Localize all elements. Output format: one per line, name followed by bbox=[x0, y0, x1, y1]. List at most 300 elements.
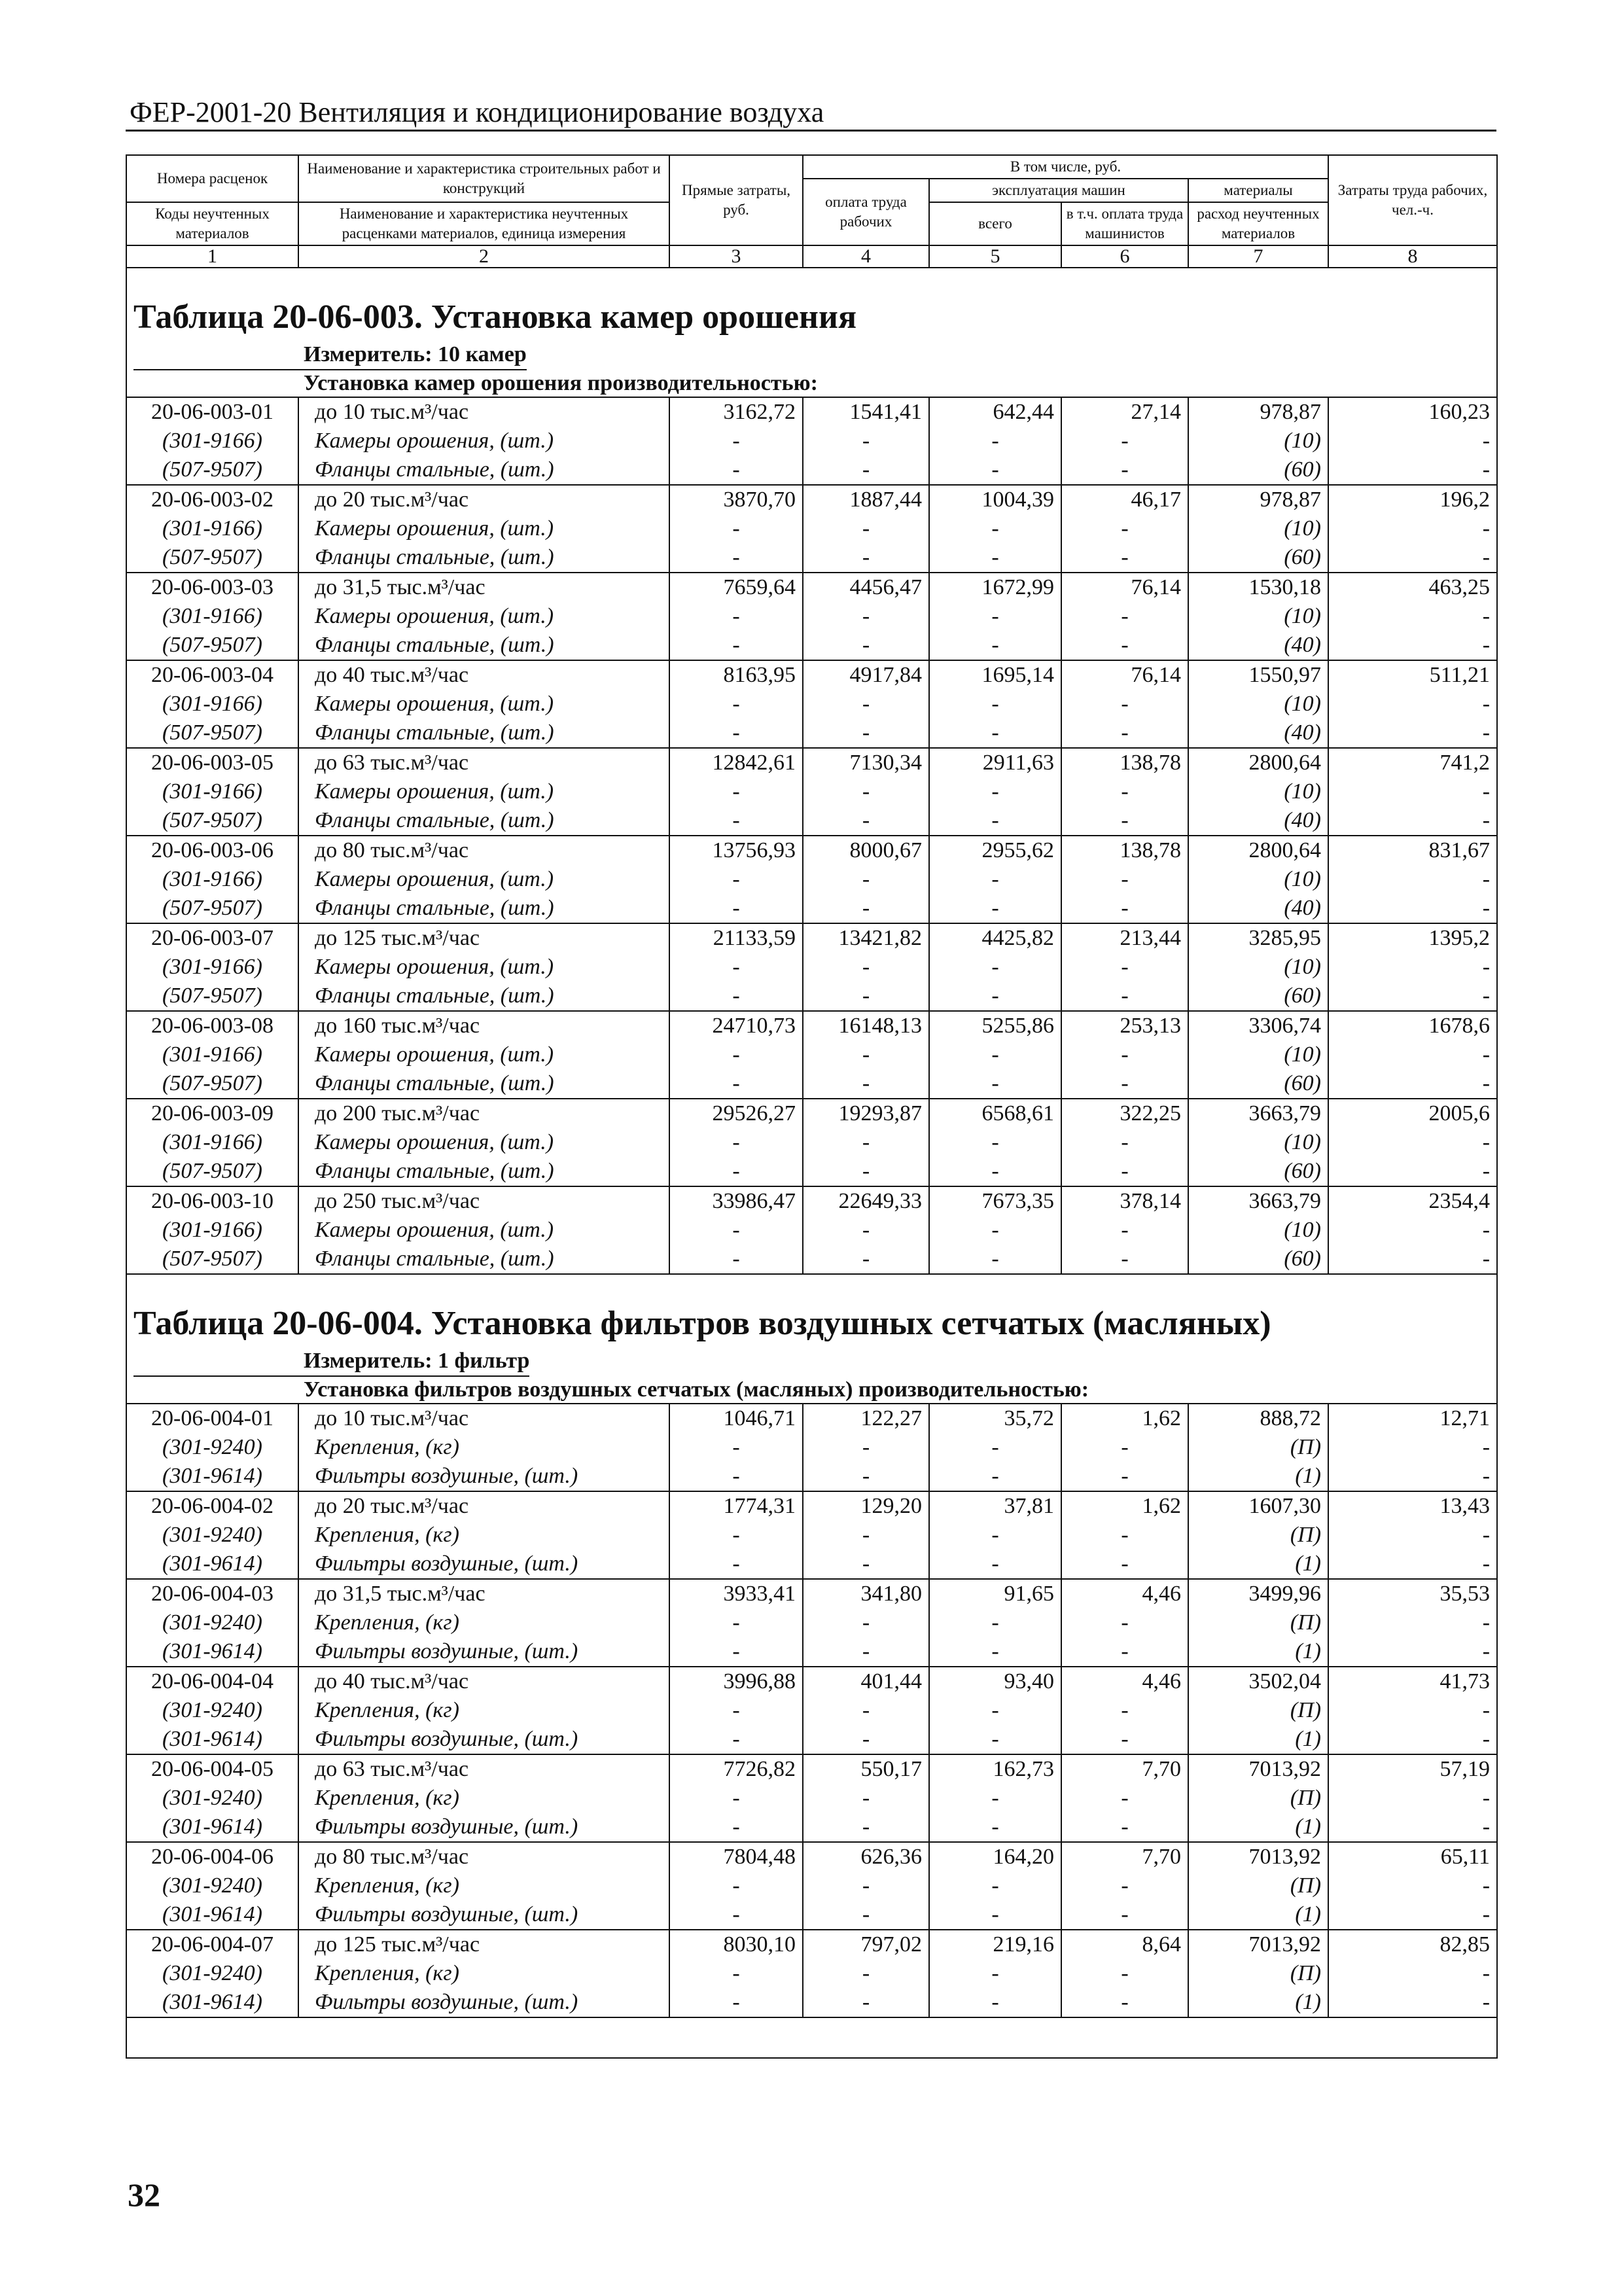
material-name: Камеры орошения, (шт.) bbox=[298, 865, 669, 894]
rate-row bbox=[126, 1491, 1497, 1521]
empty-dash: - bbox=[669, 543, 803, 573]
material-qty: (1) bbox=[1188, 1550, 1328, 1579]
labor-hours: 196,2 bbox=[1328, 485, 1497, 514]
empty-dash: - bbox=[1061, 1637, 1188, 1667]
rate-row bbox=[126, 485, 1497, 514]
material-cost: 3285,95 bbox=[1188, 923, 1328, 953]
empty-dash: - bbox=[669, 1871, 803, 1900]
rate-row bbox=[126, 1186, 1497, 1216]
material-code: (507-9507) bbox=[126, 718, 298, 748]
empty-dash: - bbox=[1061, 1040, 1188, 1069]
empty-dash: - bbox=[803, 777, 929, 806]
material-cost: 2800,64 bbox=[1188, 836, 1328, 865]
material-row bbox=[126, 602, 1497, 631]
rate-row bbox=[126, 1842, 1497, 1871]
empty-dash: - bbox=[669, 953, 803, 982]
empty-dash: - bbox=[803, 1462, 929, 1491]
empty-dash: - bbox=[669, 1069, 803, 1099]
material-name: Крепления, (кг) bbox=[298, 1871, 669, 1900]
empty-dash: - bbox=[929, 1871, 1061, 1900]
material-qty: (П) bbox=[1188, 1959, 1328, 1988]
empty-dash: - bbox=[669, 690, 803, 718]
direct-cost: 21133,59 bbox=[669, 923, 803, 953]
material-qty: (10) bbox=[1188, 514, 1328, 543]
machinist-labor: 138,78 bbox=[1061, 836, 1188, 865]
material-code: (301-9166) bbox=[126, 1040, 298, 1069]
material-row bbox=[126, 1521, 1497, 1550]
empty-dash: - bbox=[1061, 602, 1188, 631]
material-qty: (1) bbox=[1188, 1813, 1328, 1842]
rate-code: 20-06-004-07 bbox=[126, 1930, 298, 1959]
material-qty: (П) bbox=[1188, 1433, 1328, 1462]
labor-hours: 463,25 bbox=[1328, 573, 1497, 602]
material-code: (301-9166) bbox=[126, 690, 298, 718]
material-row bbox=[126, 865, 1497, 894]
material-code: (301-9240) bbox=[126, 1433, 298, 1462]
material-row bbox=[126, 427, 1497, 455]
direct-cost: 29526,27 bbox=[669, 1099, 803, 1128]
machine-cost: 1672,99 bbox=[929, 573, 1061, 602]
direct-cost: 33986,47 bbox=[669, 1186, 803, 1216]
rate-name: до 80 тыс.м³/час bbox=[298, 836, 669, 865]
material-name: Крепления, (кг) bbox=[298, 1784, 669, 1813]
material-qty: (10) bbox=[1188, 690, 1328, 718]
empty-dash: - bbox=[1328, 543, 1497, 573]
rate-code: 20-06-004-06 bbox=[126, 1842, 298, 1871]
empty-dash: - bbox=[803, 806, 929, 836]
spacer bbox=[126, 1274, 1497, 1301]
empty-dash: - bbox=[1061, 806, 1188, 836]
empty-dash: - bbox=[929, 602, 1061, 631]
labor-hours: 1395,2 bbox=[1328, 923, 1497, 953]
material-qty: (1) bbox=[1188, 1462, 1328, 1491]
material-name: Камеры орошения, (шт.) bbox=[298, 777, 669, 806]
material-cost: 3502,04 bbox=[1188, 1667, 1328, 1696]
material-qty: (10) bbox=[1188, 953, 1328, 982]
empty-dash: - bbox=[1061, 1696, 1188, 1725]
empty-dash: - bbox=[669, 631, 803, 660]
empty-dash: - bbox=[1061, 1069, 1188, 1099]
empty-dash: - bbox=[669, 1040, 803, 1069]
rate-code: 20-06-003-07 bbox=[126, 923, 298, 953]
col-num: 4 bbox=[803, 245, 929, 268]
empty-dash: - bbox=[1328, 1813, 1497, 1842]
empty-dash: - bbox=[1061, 1900, 1188, 1930]
material-qty: (60) bbox=[1188, 543, 1328, 573]
empty-dash: - bbox=[1328, 1784, 1497, 1813]
material-qty: (П) bbox=[1188, 1696, 1328, 1725]
empty-dash: - bbox=[929, 455, 1061, 485]
empty-dash: - bbox=[1328, 1900, 1497, 1930]
material-qty: (П) bbox=[1188, 1521, 1328, 1550]
empty-dash: - bbox=[803, 455, 929, 485]
empty-dash: - bbox=[929, 1637, 1061, 1667]
labor-hours: 2005,6 bbox=[1328, 1099, 1497, 1128]
material-code: (301-9240) bbox=[126, 1521, 298, 1550]
material-name: Камеры орошения, (шт.) bbox=[298, 514, 669, 543]
empty-dash: - bbox=[669, 1433, 803, 1462]
machine-cost: 7673,35 bbox=[929, 1186, 1061, 1216]
rate-row bbox=[126, 748, 1497, 777]
labor-cost: 797,02 bbox=[803, 1930, 929, 1959]
machine-cost: 6568,61 bbox=[929, 1099, 1061, 1128]
material-row bbox=[126, 1550, 1497, 1579]
header-col1-bottom: Коды неучтенных материалов bbox=[126, 202, 298, 245]
spacer bbox=[126, 268, 1497, 294]
material-row bbox=[126, 1128, 1497, 1157]
empty-dash: - bbox=[1061, 427, 1188, 455]
empty-dash: - bbox=[669, 894, 803, 923]
material-qty: (40) bbox=[1188, 894, 1328, 923]
material-name: Фланцы стальные, (шт.) bbox=[298, 894, 669, 923]
column-numbers bbox=[126, 245, 1497, 268]
rate-name: до 63 тыс.м³/час bbox=[298, 748, 669, 777]
material-code: (301-9166) bbox=[126, 1216, 298, 1245]
material-cost: 7013,92 bbox=[1188, 1930, 1328, 1959]
material-cost: 7013,92 bbox=[1188, 1754, 1328, 1784]
material-name: Фланцы стальные, (шт.) bbox=[298, 806, 669, 836]
empty-dash: - bbox=[1061, 690, 1188, 718]
empty-dash: - bbox=[1328, 865, 1497, 894]
empty-dash: - bbox=[929, 514, 1061, 543]
rate-row bbox=[126, 1011, 1497, 1040]
material-code: (301-9166) bbox=[126, 953, 298, 982]
empty-dash: - bbox=[669, 1988, 803, 2017]
material-row bbox=[126, 455, 1497, 485]
direct-cost: 1046,71 bbox=[669, 1404, 803, 1433]
empty-dash: - bbox=[669, 1784, 803, 1813]
material-row bbox=[126, 1608, 1497, 1637]
material-cost: 1550,97 bbox=[1188, 660, 1328, 690]
labor-cost: 626,36 bbox=[803, 1842, 929, 1871]
material-row bbox=[126, 1462, 1497, 1491]
empty-dash: - bbox=[1061, 865, 1188, 894]
empty-dash: - bbox=[669, 1959, 803, 1988]
empty-dash: - bbox=[1328, 1128, 1497, 1157]
material-qty: (60) bbox=[1188, 982, 1328, 1011]
material-row bbox=[126, 1069, 1497, 1099]
empty-dash: - bbox=[1328, 1696, 1497, 1725]
material-qty: (10) bbox=[1188, 777, 1328, 806]
empty-dash: - bbox=[803, 690, 929, 718]
rate-code: 20-06-003-02 bbox=[126, 485, 298, 514]
empty-dash: - bbox=[803, 1216, 929, 1245]
rate-row bbox=[126, 836, 1497, 865]
empty-dash: - bbox=[1328, 1069, 1497, 1099]
empty-dash: - bbox=[1328, 427, 1497, 455]
material-cost: 7013,92 bbox=[1188, 1842, 1328, 1871]
material-name: Крепления, (кг) bbox=[298, 1959, 669, 1988]
labor-hours: 2354,4 bbox=[1328, 1186, 1497, 1216]
machine-cost: 91,65 bbox=[929, 1579, 1061, 1608]
empty-dash: - bbox=[669, 1462, 803, 1491]
empty-dash: - bbox=[929, 1462, 1061, 1491]
material-code: (301-9614) bbox=[126, 1637, 298, 1667]
empty-dash: - bbox=[929, 865, 1061, 894]
material-code: (507-9507) bbox=[126, 806, 298, 836]
empty-dash: - bbox=[1328, 1157, 1497, 1186]
empty-dash: - bbox=[1328, 1462, 1497, 1491]
empty-dash: - bbox=[669, 1813, 803, 1842]
machinist-labor: 1,62 bbox=[1061, 1491, 1188, 1521]
material-qty: (60) bbox=[1188, 1245, 1328, 1274]
material-name: Камеры орошения, (шт.) bbox=[298, 690, 669, 718]
empty-dash: - bbox=[803, 894, 929, 923]
empty-dash: - bbox=[803, 1959, 929, 1988]
rate-name: до 80 тыс.м³/час bbox=[298, 1842, 669, 1871]
material-name: Фланцы стальные, (шт.) bbox=[298, 631, 669, 660]
empty-dash: - bbox=[669, 1216, 803, 1245]
empty-dash: - bbox=[1328, 1521, 1497, 1550]
machine-cost: 35,72 bbox=[929, 1404, 1061, 1433]
empty-dash: - bbox=[669, 865, 803, 894]
empty-dash: - bbox=[929, 1521, 1061, 1550]
title-rule bbox=[126, 130, 1496, 132]
machinist-labor: 322,25 bbox=[1061, 1099, 1188, 1128]
direct-cost: 7804,48 bbox=[669, 1842, 803, 1871]
material-cost: 888,72 bbox=[1188, 1404, 1328, 1433]
empty-dash: - bbox=[803, 602, 929, 631]
empty-dash: - bbox=[803, 543, 929, 573]
empty-dash: - bbox=[929, 1959, 1061, 1988]
material-name: Крепления, (кг) bbox=[298, 1433, 669, 1462]
empty-dash: - bbox=[929, 1725, 1061, 1754]
material-name: Фильтры воздушные, (шт.) bbox=[298, 1900, 669, 1930]
empty-dash: - bbox=[669, 1608, 803, 1637]
rate-code: 20-06-004-01 bbox=[126, 1404, 298, 1433]
rate-code: 20-06-004-04 bbox=[126, 1667, 298, 1696]
labor-cost: 4456,47 bbox=[803, 573, 929, 602]
material-row bbox=[126, 953, 1497, 982]
empty-dash: - bbox=[1328, 1725, 1497, 1754]
empty-dash: - bbox=[669, 1157, 803, 1186]
empty-dash: - bbox=[803, 427, 929, 455]
material-row bbox=[126, 1433, 1497, 1462]
table-subtitle: Установка фильтров воздушных сетчатых (масляных) производительностью: bbox=[304, 1377, 1089, 1402]
empty-dash: - bbox=[929, 777, 1061, 806]
col-num: 3 bbox=[669, 245, 803, 268]
material-qty: (1) bbox=[1188, 1725, 1328, 1754]
empty-dash: - bbox=[803, 1550, 929, 1579]
material-code: (301-9166) bbox=[126, 427, 298, 455]
material-row bbox=[126, 1245, 1497, 1274]
machinist-labor: 7,70 bbox=[1061, 1754, 1188, 1784]
empty-dash: - bbox=[803, 953, 929, 982]
empty-dash: - bbox=[929, 543, 1061, 573]
empty-dash: - bbox=[803, 1069, 929, 1099]
empty-dash: - bbox=[929, 806, 1061, 836]
empty-dash: - bbox=[1328, 1988, 1497, 2017]
empty-dash: - bbox=[1061, 1245, 1188, 1274]
direct-cost: 13756,93 bbox=[669, 836, 803, 865]
labor-cost: 22649,33 bbox=[803, 1186, 929, 1216]
header-col7: расход неучтенных материалов bbox=[1188, 202, 1328, 245]
material-name: Камеры орошения, (шт.) bbox=[298, 427, 669, 455]
machinist-labor: 4,46 bbox=[1061, 1667, 1188, 1696]
empty-dash: - bbox=[669, 602, 803, 631]
labor-hours: 41,73 bbox=[1328, 1667, 1497, 1696]
table-title: Таблица 20-06-003. Установка камер орошения bbox=[126, 294, 1497, 340]
material-row bbox=[126, 1988, 1497, 2017]
empty-dash: - bbox=[1061, 1128, 1188, 1157]
direct-cost: 3870,70 bbox=[669, 485, 803, 514]
material-code: (301-9166) bbox=[126, 865, 298, 894]
machine-cost: 1695,14 bbox=[929, 660, 1061, 690]
material-name: Камеры орошения, (шт.) bbox=[298, 1128, 669, 1157]
empty-dash: - bbox=[803, 1813, 929, 1842]
material-qty: (10) bbox=[1188, 865, 1328, 894]
empty-dash: - bbox=[1328, 1216, 1497, 1245]
empty-dash: - bbox=[1328, 1550, 1497, 1579]
rate-code: 20-06-004-05 bbox=[126, 1754, 298, 1784]
material-name: Фильтры воздушные, (шт.) bbox=[298, 1550, 669, 1579]
empty-dash: - bbox=[929, 1813, 1061, 1842]
material-code: (301-9166) bbox=[126, 602, 298, 631]
material-name: Камеры орошения, (шт.) bbox=[298, 953, 669, 982]
empty-dash: - bbox=[1061, 1521, 1188, 1550]
direct-cost: 24710,73 bbox=[669, 1011, 803, 1040]
material-name: Крепления, (кг) bbox=[298, 1608, 669, 1637]
labor-cost: 122,27 bbox=[803, 1404, 929, 1433]
empty-dash: - bbox=[803, 514, 929, 543]
material-code: (301-9614) bbox=[126, 1462, 298, 1491]
labor-hours: 13,43 bbox=[1328, 1491, 1497, 1521]
labor-cost: 1541,41 bbox=[803, 397, 929, 427]
material-qty: (10) bbox=[1188, 1216, 1328, 1245]
material-cost: 3499,96 bbox=[1188, 1579, 1328, 1608]
empty-dash: - bbox=[1328, 1871, 1497, 1900]
col-num: 1 bbox=[126, 245, 298, 268]
empty-dash: - bbox=[803, 1696, 929, 1725]
material-row bbox=[126, 1900, 1497, 1930]
empty-dash: - bbox=[1328, 894, 1497, 923]
labor-cost: 1887,44 bbox=[803, 485, 929, 514]
empty-dash: - bbox=[1061, 1871, 1188, 1900]
empty-dash: - bbox=[1061, 1157, 1188, 1186]
labor-hours: 1678,6 bbox=[1328, 1011, 1497, 1040]
empty-dash: - bbox=[929, 1040, 1061, 1069]
material-qty: (60) bbox=[1188, 1157, 1328, 1186]
material-qty: (П) bbox=[1188, 1871, 1328, 1900]
machine-cost: 162,73 bbox=[929, 1754, 1061, 1784]
empty-dash: - bbox=[1328, 1433, 1497, 1462]
labor-cost: 341,80 bbox=[803, 1579, 929, 1608]
material-row bbox=[126, 1813, 1497, 1842]
empty-dash: - bbox=[1328, 1637, 1497, 1667]
material-code: (507-9507) bbox=[126, 982, 298, 1011]
empty-dash: - bbox=[1328, 1245, 1497, 1274]
material-row bbox=[126, 1040, 1497, 1069]
material-name: Камеры орошения, (шт.) bbox=[298, 1040, 669, 1069]
material-qty: (1) bbox=[1188, 1637, 1328, 1667]
material-row bbox=[126, 543, 1497, 573]
empty-dash: - bbox=[1328, 718, 1497, 748]
col-num: 8 bbox=[1328, 245, 1497, 268]
machinist-labor: 76,14 bbox=[1061, 660, 1188, 690]
material-qty: (10) bbox=[1188, 1040, 1328, 1069]
material-code: (301-9614) bbox=[126, 1988, 298, 2017]
machinist-labor: 213,44 bbox=[1061, 923, 1188, 953]
direct-cost: 12842,61 bbox=[669, 748, 803, 777]
empty-dash: - bbox=[929, 1784, 1061, 1813]
empty-dash: - bbox=[803, 1608, 929, 1637]
rates-table bbox=[126, 154, 1498, 2059]
rate-code: 20-06-004-03 bbox=[126, 1579, 298, 1608]
rate-code: 20-06-003-04 bbox=[126, 660, 298, 690]
empty-dash: - bbox=[669, 718, 803, 748]
material-row bbox=[126, 777, 1497, 806]
empty-dash: - bbox=[1061, 982, 1188, 1011]
material-code: (301-9240) bbox=[126, 1784, 298, 1813]
machine-cost: 642,44 bbox=[929, 397, 1061, 427]
rate-name: до 40 тыс.м³/час bbox=[298, 660, 669, 690]
material-name: Фильтры воздушные, (шт.) bbox=[298, 1813, 669, 1842]
material-cost: 978,87 bbox=[1188, 485, 1328, 514]
empty-dash: - bbox=[1328, 953, 1497, 982]
machine-cost: 164,20 bbox=[929, 1842, 1061, 1871]
material-cost: 2800,64 bbox=[1188, 748, 1328, 777]
direct-cost: 7659,64 bbox=[669, 573, 803, 602]
table-measure: Измеритель: 1 фильтр bbox=[133, 1347, 529, 1377]
empty-dash: - bbox=[929, 718, 1061, 748]
measure-row bbox=[126, 1347, 1497, 1377]
labor-hours: 511,21 bbox=[1328, 660, 1497, 690]
material-code: (301-9240) bbox=[126, 1871, 298, 1900]
material-name: Фланцы стальные, (шт.) bbox=[298, 543, 669, 573]
empty-dash: - bbox=[1328, 690, 1497, 718]
rate-code: 20-06-003-10 bbox=[126, 1186, 298, 1216]
material-code: (301-9614) bbox=[126, 1550, 298, 1579]
material-code: (301-9240) bbox=[126, 1959, 298, 1988]
empty-dash: - bbox=[669, 455, 803, 485]
material-code: (301-9166) bbox=[126, 514, 298, 543]
rate-row bbox=[126, 1754, 1497, 1784]
labor-cost: 4917,84 bbox=[803, 660, 929, 690]
empty-dash: - bbox=[1061, 1608, 1188, 1637]
rate-name: до 125 тыс.м³/час bbox=[298, 923, 669, 953]
material-qty: (П) bbox=[1188, 1784, 1328, 1813]
empty-dash: - bbox=[1061, 777, 1188, 806]
material-row bbox=[126, 1784, 1497, 1813]
material-name: Фильтры воздушные, (шт.) bbox=[298, 1637, 669, 1667]
machine-cost: 4425,82 bbox=[929, 923, 1061, 953]
material-code: (507-9507) bbox=[126, 1069, 298, 1099]
material-qty: (40) bbox=[1188, 718, 1328, 748]
rate-name: до 40 тыс.м³/час bbox=[298, 1667, 669, 1696]
machinist-labor: 8,64 bbox=[1061, 1930, 1188, 1959]
material-qty: (60) bbox=[1188, 455, 1328, 485]
empty-dash: - bbox=[803, 1245, 929, 1274]
material-name: Крепления, (кг) bbox=[298, 1696, 669, 1725]
rate-row bbox=[126, 1404, 1497, 1433]
material-name: Фланцы стальные, (шт.) bbox=[298, 1069, 669, 1099]
empty-dash: - bbox=[929, 1900, 1061, 1930]
empty-dash: - bbox=[803, 1128, 929, 1157]
machine-cost: 2911,63 bbox=[929, 748, 1061, 777]
rate-name: до 31,5 тыс.м³/час bbox=[298, 573, 669, 602]
material-code: (301-9614) bbox=[126, 1725, 298, 1754]
empty-dash: - bbox=[1328, 455, 1497, 485]
material-row bbox=[126, 1725, 1497, 1754]
machine-cost: 1004,39 bbox=[929, 485, 1061, 514]
table-title: Таблица 20-06-004. Установка фильтров воздушных сетчатых (масляных) bbox=[126, 1301, 1497, 1347]
empty-dash: - bbox=[803, 718, 929, 748]
material-code: (301-9614) bbox=[126, 1813, 298, 1842]
rate-name: до 10 тыс.м³/час bbox=[298, 1404, 669, 1433]
material-qty: (10) bbox=[1188, 1128, 1328, 1157]
empty-dash: - bbox=[1061, 1433, 1188, 1462]
empty-dash: - bbox=[803, 1637, 929, 1667]
